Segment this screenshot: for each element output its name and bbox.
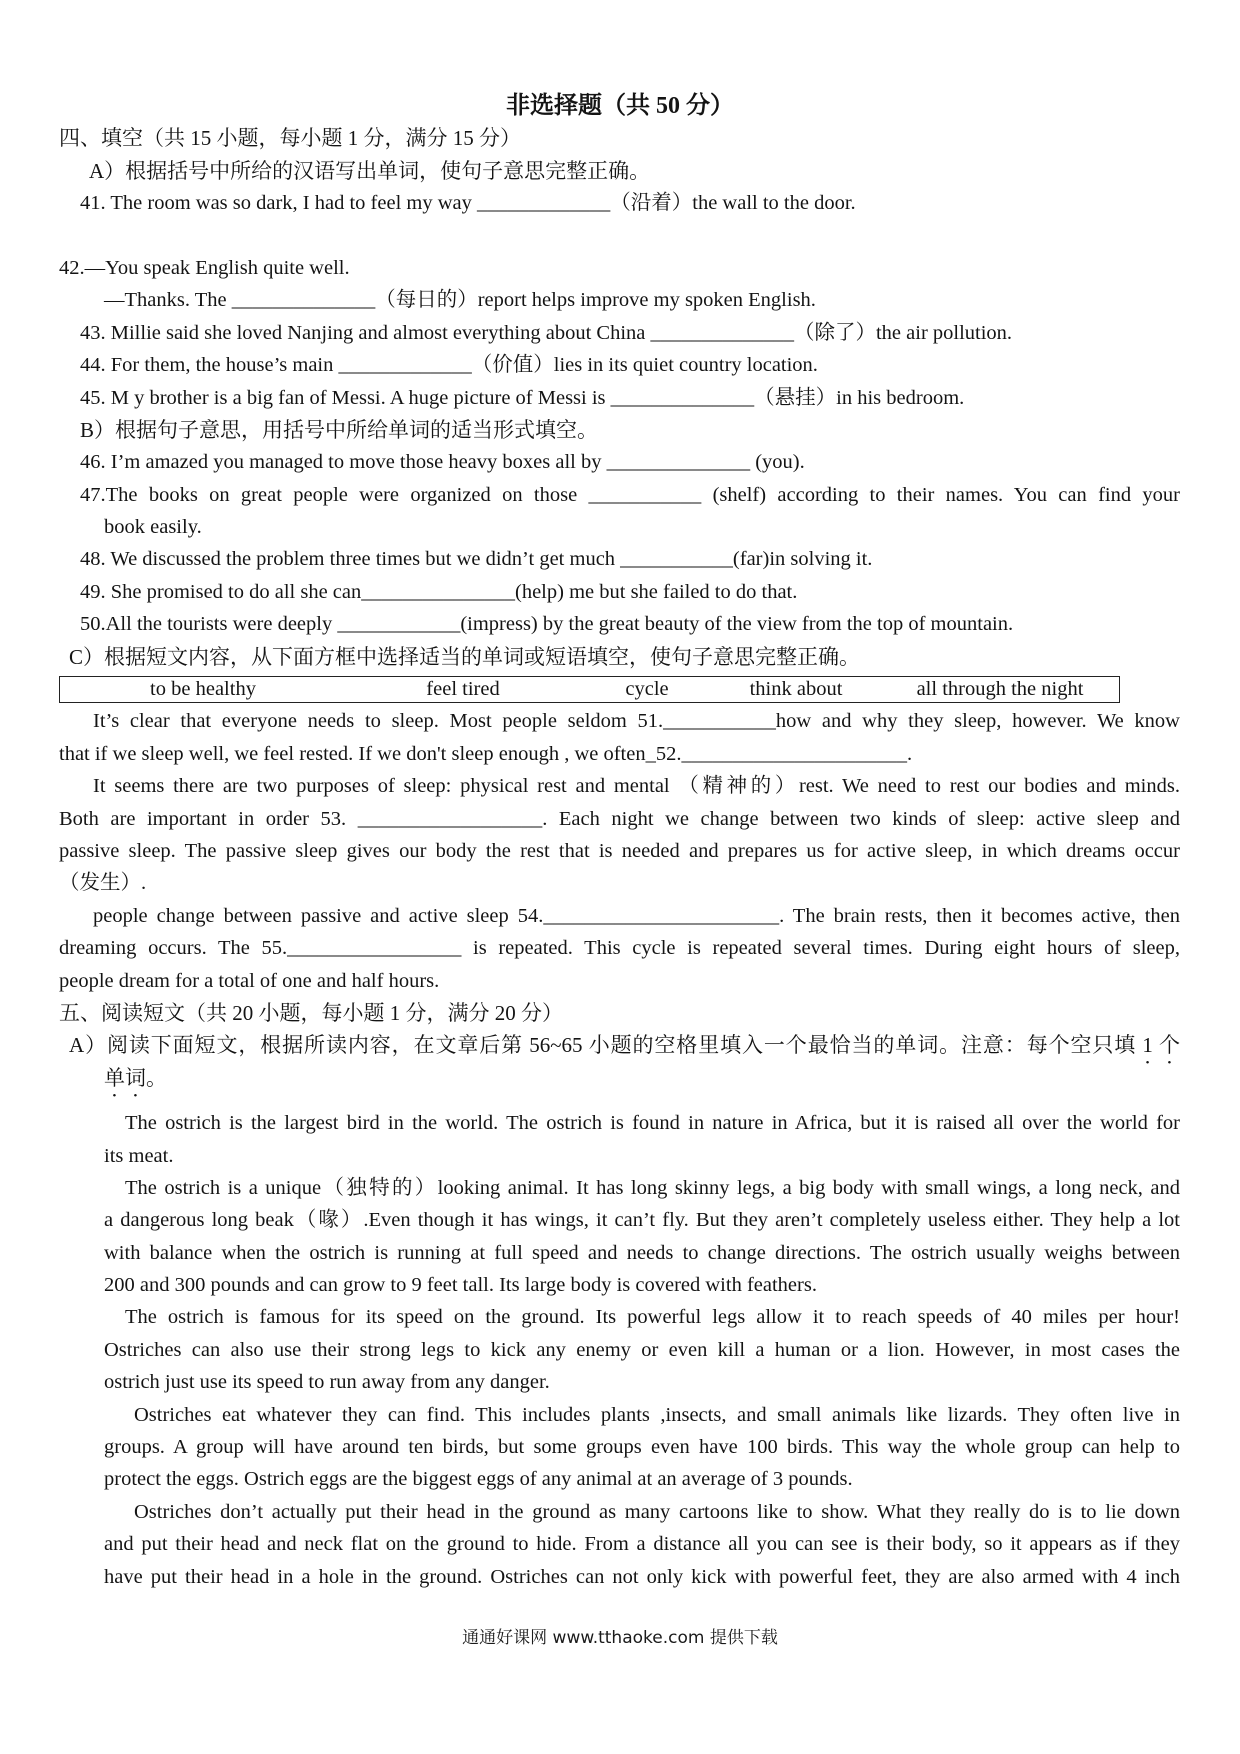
word-option: think about — [749, 678, 843, 701]
passage-line: It’s clear that everyone needs to sleep. Most people seldom 51.___________how and why they sleep, however. We know — [93, 710, 1180, 733]
word-option: all through the night — [916, 678, 1084, 701]
page-content — [0, 90, 1180, 1593]
reading-line: groups. A group will have around ten birds, but some groups even have 100 birds. This way the whole group can help to — [104, 1436, 1180, 1459]
passage-line: passive sleep. The passive sleep gives our body the rest that is needed and prepares us for active sleep, in which dreams occur — [59, 839, 1180, 862]
passage-line: dreaming occurs. The 55._________________ is repeated. This cycle is repeated several times. During eight hours of sleep, — [59, 937, 1180, 960]
reading-line: The ostrich is a unique（独特的）looking animal. It has long skinny legs, a big body with small wings, a long neck, and — [125, 1176, 1180, 1199]
word-option: to be healthy — [150, 678, 256, 701]
reading-instruction-continued — [0, 1062, 1180, 1094]
question-46: 46. I’m amazed you managed to move those heavy boxes all by ______________ (you). — [80, 451, 805, 474]
reading-line: Ostriches don’t actually put their head in the ground as many cartoons like to show. What they really do is to lie down — [134, 1500, 1180, 1523]
passage-line: people change between passive and active sleep 54._______________________. The brain rests, then it becomes active, then — [93, 904, 1180, 927]
reading-line: The ostrich is the largest bird in the world. The ostrich is found in nature in Africa, but it is raised all over the world for — [125, 1112, 1180, 1135]
word-box — [59, 676, 1120, 703]
reading-line: ostrich just use its speed to run away from any danger. — [104, 1371, 550, 1394]
question-42-line: —Thanks. The ______________（每日的）report helps improve my spoken English. — [104, 289, 816, 312]
page-title: 非选择题（共 50 分） — [506, 93, 734, 119]
question-47-line: book easily. — [104, 516, 202, 539]
part-c-instruction: C）根据短文内容，从下面方框中选择适当的单词或短语填空，使句子意思完整正确。 — [69, 644, 861, 669]
part-b-instruction: B）根据句子意思，用括号中所给单词的适当形式填空。 — [80, 417, 599, 442]
question-42-line: 42.—You speak English quite well. — [59, 256, 350, 279]
question-45: 45. M y brother is a big fan of Messi. A huge picture of Messi is ______________（悬挂）in his bedroom. — [80, 386, 965, 409]
passage-line: It seems there are two purposes of sleep: physical rest and mental （精神的）rest. We need to rest our bodies and minds. — [93, 775, 1180, 798]
blank-line — [0, 220, 1180, 252]
section-five-heading: 五、阅读短文（共 20 小题，每小题 1 分，满分 20 分） — [59, 1000, 563, 1025]
page-footer: 通通好课网 www.tthaoke.com 提供下载 — [462, 1628, 778, 1648]
reading-line: Ostriches can also use their strong legs to kick any enemy or even kill a human or a lion. However, in most cases the — [104, 1338, 1180, 1361]
question-44: 44. For them, the house’s main _____________（价值）lies in its quiet country location. — [80, 354, 818, 377]
passage-line: people dream for a total of one and half hours. — [59, 969, 440, 992]
question-48: 48. We discussed the problem three times but we didn’t get much ___________(far)in solving it. — [80, 548, 873, 571]
part-a-instruction: A）根据括号中所给的汉语写出单词，使句子意思完整正确。 — [89, 158, 651, 183]
word-option: cycle — [625, 678, 669, 701]
paragraph-gap — [0, 1094, 1180, 1107]
section-four-heading: 四、填空（共 15 小题，每小题 1 分，满分 15 分） — [59, 126, 521, 151]
question-47-line: 47.The books on great people were organized on those ___________ (shelf) according to their names. You can find your — [80, 483, 1180, 506]
question-41: 41. The room was so dark, I had to feel my way _____________（沿着）the wall to the door. — [80, 192, 856, 215]
reading-line: with balance when the ostrich is running at full speed and needs to change directions. The ostrich usually weighs between — [104, 1241, 1180, 1264]
emphasized-text: 1 个 — [1142, 1033, 1180, 1058]
word-option: feel tired — [426, 678, 500, 701]
reading-line: protect the eggs. Ostrich eggs are the biggest eggs of any animal at an average of 3 pounds. — [104, 1468, 853, 1491]
reading-line: The ostrich is famous for its speed on the ground. Its powerful legs allow it to reach speeds of 40 miles per hour! — [125, 1306, 1180, 1329]
reading-line: a dangerous long beak（喙）.Even though it has wings, it can’t fly. But they aren’t completely useless either. They help a lot — [104, 1209, 1180, 1232]
word-box-row — [0, 673, 1180, 705]
reading-instruction-text: 。 — [146, 1065, 167, 1090]
reading-line: have put their head in a hole in the ground. Ostriches can not only kick with powerful feet, they are also armed with 4 inch — [104, 1565, 1180, 1588]
question-50: 50.All the tourists were deeply ____________(impress) by the great beauty of the view from the top of mountain. — [80, 613, 1014, 636]
reading-instruction-text: A）阅读下面短文，根据所读内容，在文章后第 56~65 小题的空格里填入一个最恰当的单词。注意：每个空只填 — [69, 1033, 1143, 1058]
reading-line: Ostriches eat whatever they can find. This includes plants ,insects, and small animals like lizards. They often live in — [134, 1403, 1180, 1426]
passage-line: （发生）. — [59, 872, 147, 895]
reading-instruction — [0, 1029, 1180, 1061]
reading-line: its meat. — [104, 1144, 174, 1167]
emphasized-text: 单词 — [104, 1065, 146, 1090]
passage-line: Both are important in order 53. __________________. Each night we change between two kinds of sleep: active sleep and — [59, 807, 1180, 830]
reading-line: 200 and 300 pounds and can grow to 9 feet tall. Its large body is covered with feathers. — [104, 1274, 817, 1297]
passage-line: that if we sleep well, we feel rested. If we don't sleep enough , we often_52.______________________. — [59, 742, 913, 765]
reading-line: and put their head and neck flat on the ground to hide. From a distance all you can see is their body, so it appears as if they — [104, 1533, 1180, 1556]
question-49: 49. She promised to do all she can_______________(help) me but she failed to do that. — [80, 580, 798, 603]
question-43: 43. Millie said she loved Nanjing and almost everything about China ______________（除了）the air pollution. — [80, 321, 1013, 344]
